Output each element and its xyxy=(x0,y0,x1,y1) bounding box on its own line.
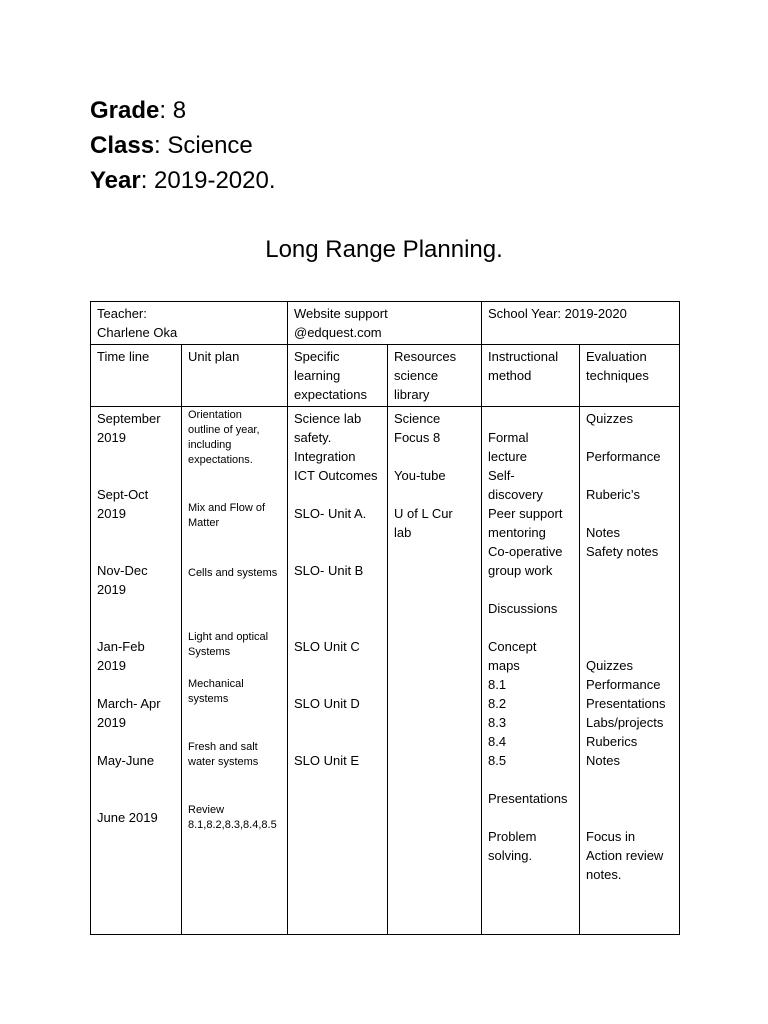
resources-item: You-tube xyxy=(394,468,446,483)
grade-line xyxy=(90,96,186,126)
unit-plan-item: Mix and Flow of Matter xyxy=(188,502,266,529)
timeline-item: Jan-Feb 2019 xyxy=(97,639,145,673)
sle-cell xyxy=(288,407,388,935)
sle-item: SLO- Unit A. xyxy=(294,506,367,521)
header-timeline: Time line xyxy=(91,345,182,407)
unit-plan-cell xyxy=(182,407,288,935)
table-row xyxy=(91,302,680,345)
evaluation-cell xyxy=(580,407,680,935)
header-sle: Specific learning expectations xyxy=(288,345,388,407)
timeline-item: Sept-Oct 2019 xyxy=(97,487,149,521)
timeline-cell xyxy=(91,407,182,935)
sle-item: SLO Unit E xyxy=(294,753,360,768)
header-evaluation: Evaluation techniques xyxy=(580,345,680,407)
unit-plan-item: Review 8.1,8.2,8.3,8.4,8.5 xyxy=(188,804,277,831)
evaluation-item: Ruberic’s xyxy=(586,487,640,502)
year-label: Year xyxy=(90,167,141,194)
evaluation-item: Focus in Action review notes. xyxy=(586,829,664,882)
resources-cell xyxy=(388,407,482,935)
header-resources: Resources science library xyxy=(388,345,482,407)
page-title: Long Range Planning. xyxy=(265,236,503,263)
grade-value: : 8 xyxy=(159,97,187,124)
evaluation-item: Performance xyxy=(586,449,661,464)
year-value: : 2019-2020. xyxy=(140,167,276,194)
sle-item: SLO- Unit B xyxy=(294,563,364,578)
instructional-item: Presentations xyxy=(488,791,568,806)
resources-item: Science Focus 8 xyxy=(394,411,441,445)
sle-item: SLO Unit D xyxy=(294,696,360,711)
header-unit-plan: Unit plan xyxy=(182,345,288,407)
instructional-item: Problem solving. xyxy=(488,829,537,863)
timeline-item: September 2019 xyxy=(97,411,161,445)
instructional-cell xyxy=(482,407,580,935)
class-label: Class xyxy=(90,132,155,159)
evaluation-item: Quizzes Performance Presentations Labs/projects Ruberics Notes xyxy=(586,658,666,768)
year-line xyxy=(90,166,276,196)
timeline-item: March- Apr 2019 xyxy=(97,696,161,730)
teacher-cell: Teacher: Charlene Oka xyxy=(91,302,288,345)
planning-table xyxy=(90,301,680,935)
unit-plan-item: Fresh and salt water systems xyxy=(188,741,259,768)
table-header-row xyxy=(91,345,680,407)
evaluation-item: Notes Safety notes xyxy=(586,525,659,559)
unit-plan-item: Mechanical systems xyxy=(188,678,244,705)
sle-item: SLO Unit C xyxy=(294,639,360,654)
grade-label: Grade xyxy=(90,97,160,124)
timeline-item: Nov-Dec 2019 xyxy=(97,563,148,597)
evaluation-item: Quizzes xyxy=(586,411,633,426)
unit-plan-item: Cells and systems xyxy=(188,567,278,579)
website-cell: Website support @edquest.com xyxy=(288,302,482,345)
school-year-cell: School Year: 2019-2020 xyxy=(482,302,680,345)
unit-plan-item: Light and optical Systems xyxy=(188,631,269,658)
timeline-item: June 2019 xyxy=(97,810,158,825)
header-instructional: Instructional method xyxy=(482,345,580,407)
instructional-item: Formal lecture Self- discovery Peer support mentoring Co-operative group work xyxy=(488,430,563,578)
instructional-item: Discussions xyxy=(488,601,558,616)
resources-item: U of L Cur lab xyxy=(394,506,453,540)
sle-item: Science lab safety. Integration ICT Outcomes xyxy=(294,411,378,483)
unit-plan-item: Orientation outline of year, including expectations. xyxy=(188,409,260,466)
table-row xyxy=(91,407,680,935)
instructional-item: Concept maps 8.1 8.2 8.3 8.4 8.5 xyxy=(488,639,537,768)
class-line xyxy=(90,131,253,161)
timeline-item: May-June xyxy=(97,753,155,768)
class-value: : Science xyxy=(154,132,253,159)
